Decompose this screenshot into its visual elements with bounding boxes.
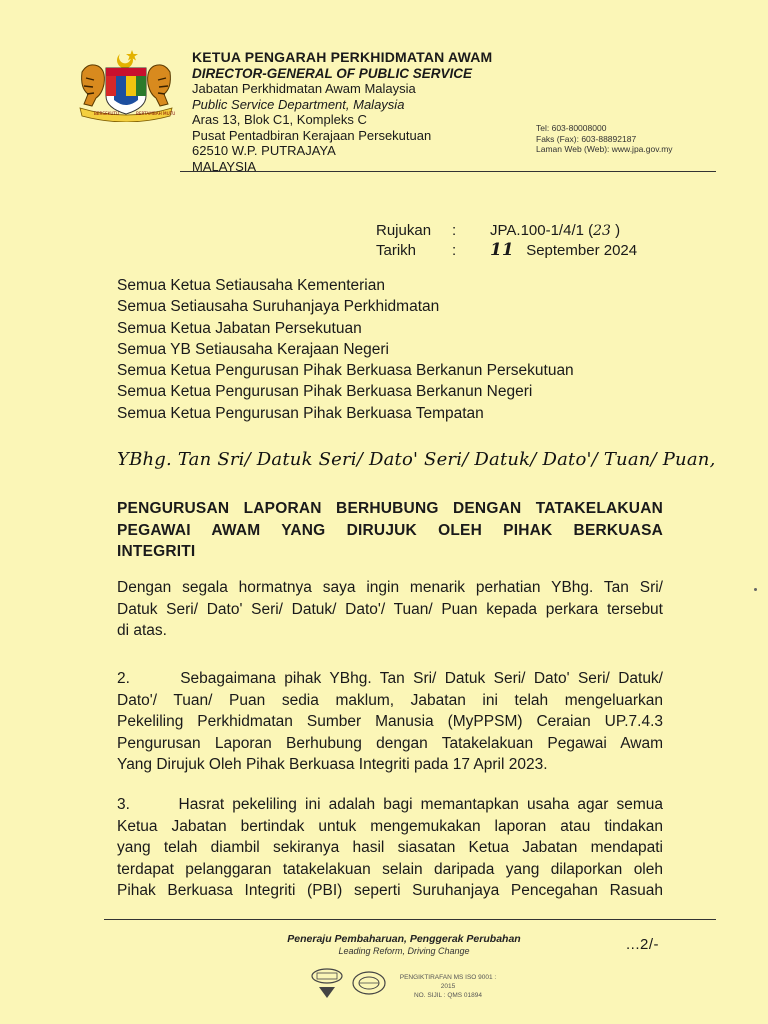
contact-fax: Faks (Fax): 603-88892187 xyxy=(536,133,637,144)
paragraph-line: 2. Sebagaimana pihak YBhg. Tan Sri/ Datuk Seri/ Dato' Seri/ Datuk/ xyxy=(117,670,663,687)
date-colon: : xyxy=(452,242,457,259)
contact-block xyxy=(536,123,673,155)
address-line: Aras 13, Blok C1, Kompleks C xyxy=(192,112,367,127)
iso-certification-logos-icon xyxy=(307,965,393,1001)
date-label: Tarikh xyxy=(376,242,417,259)
recipient: Semua Setiausaha Suruhanjaya Perkhidmatan xyxy=(117,298,440,316)
date-value: 11 September 2024 xyxy=(490,240,638,260)
letterhead xyxy=(192,50,492,174)
recipient: Semua Ketua Pengurusan Pihak Berkuasa Berkanun Persekutuan xyxy=(117,362,574,380)
paragraph-line: Pihak Berkuasa Integriti (PBI) seperti Suruhanjaya Pencegahan Rasuah xyxy=(117,882,663,900)
margin-mark xyxy=(754,588,757,591)
header-title-en: DIRECTOR-GENERAL OF PUBLIC SERVICE xyxy=(192,65,473,81)
salutation: YBhg. Tan Sri/ Datuk Seri/ Dato' Seri/ Datuk/ Dato'/ Tuan/ Puan, xyxy=(117,449,716,470)
paragraph-line: Ketua Jabatan bertindak untuk mengemukakan laporan atau tindakan xyxy=(117,817,663,835)
subject-line: PEGAWAI AWAM YANG DIRUJUK OLEH PIHAK BERKUASA xyxy=(117,521,663,539)
svg-text:BERSEKUTU: BERSEKUTU xyxy=(94,111,120,116)
paragraph-1 xyxy=(117,577,663,642)
ref-value: JPA.100-1/4/1 (23 ) xyxy=(490,222,621,239)
paragraph-line: Pengurusan Laporan Berhubung dengan Tatakelakuan Pegawai Awam xyxy=(117,734,663,752)
subject-line: PENGURUSAN LAPORAN BERHUBUNG DENGAN TATAKELAKUAN xyxy=(117,500,663,517)
footer-motto xyxy=(284,933,524,956)
contact-web: Laman Web (Web): www.jpa.gov.my xyxy=(536,144,673,154)
address-line: MALAYSIA xyxy=(192,158,257,174)
paragraph-line: terdapat pelanggaran tatakelakuan selain daripada yang dilaporkan oleh xyxy=(117,860,663,878)
paragraph-line: Yang Dirujuk Oleh Pihak Berkuasa Integriti pada 17 April 2023. xyxy=(117,756,548,774)
header-title-ms: KETUA PENGARAH PERKHIDMATAN AWAM xyxy=(192,49,493,65)
svg-text:BERTAMBAH MUTU: BERTAMBAH MUTU xyxy=(136,111,176,116)
recipients-list xyxy=(117,275,574,424)
paragraph-2 xyxy=(117,668,663,776)
letter-subject xyxy=(117,498,663,563)
paragraph-line: Datuk Seri/ Dato' Seri/ Datuk/ Dato'/ Tuan/ Puan kepada perkara tersebut xyxy=(117,600,663,618)
ref-label: Rujukan xyxy=(376,222,432,239)
subject-line: INTEGRITI xyxy=(117,543,196,560)
recipient: Semua Ketua Setiausaha Kementerian xyxy=(117,277,385,294)
header-dept-en: Public Service Department, Malaysia xyxy=(192,96,405,112)
header-divider xyxy=(180,171,716,172)
address-line: Pusat Pentadbiran Kerajaan Persekutuan xyxy=(192,127,432,143)
paragraph-line: Pekeliling Perkhidmatan Sumber Manusia (MyPPSM) Ceraian UP.7.4.3 xyxy=(117,713,663,731)
address-line: 62510 W.P. PUTRAJAYA xyxy=(192,143,336,158)
ref-colon: : xyxy=(452,222,457,239)
page-continuation: ...2/- xyxy=(626,936,660,953)
paragraph-line: di atas. xyxy=(117,622,167,640)
malaysia-coat-of-arms-icon xyxy=(74,48,178,122)
paragraph-line: yang telah diambil sekiranya hasil siasatan Ketua Jabatan mendapati xyxy=(117,839,663,857)
reference-block xyxy=(376,221,637,260)
motto-ms: Peneraju Pembaharuan, Penggerak Perubahan xyxy=(287,933,521,945)
motto-en: Leading Reform, Driving Change xyxy=(338,946,470,956)
footer-divider xyxy=(104,919,716,920)
paragraph-3 xyxy=(117,794,663,902)
paragraph-line: Dato'/ Tuan/ Puan sedia maklum, Jabatan ini telah mengeluarkan xyxy=(117,691,663,709)
recipient: Semua Ketua Pengurusan Pihak Berkuasa Berkanun Negeri xyxy=(117,383,533,401)
cert-line: NO. SIJIL : QMS 01894 xyxy=(413,992,483,999)
cert-line: PENGIKTIRAFAN MS ISO 9001 : 2015 xyxy=(399,974,497,990)
paragraph-line: Dengan segala hormatnya saya ingin menarik perhatian YBhg. Tan Sri/ xyxy=(117,579,663,596)
contact-tel: Tel: 603-80008000 xyxy=(536,123,607,133)
header-dept-ms: Jabatan Perkhidmatan Awam Malaysia xyxy=(192,81,416,96)
paragraph-line: 3. Hasrat pekeliling ini adalah bagi memantapkan usaha agar semua xyxy=(117,796,663,813)
recipient: Semua YB Setiausaha Kerajaan Negeri xyxy=(117,340,389,358)
recipient: Semua Ketua Pengurusan Pihak Berkuasa Tempatan xyxy=(117,404,484,422)
certification-text xyxy=(398,973,498,1000)
recipient: Semua Ketua Jabatan Persekutuan xyxy=(117,319,362,337)
